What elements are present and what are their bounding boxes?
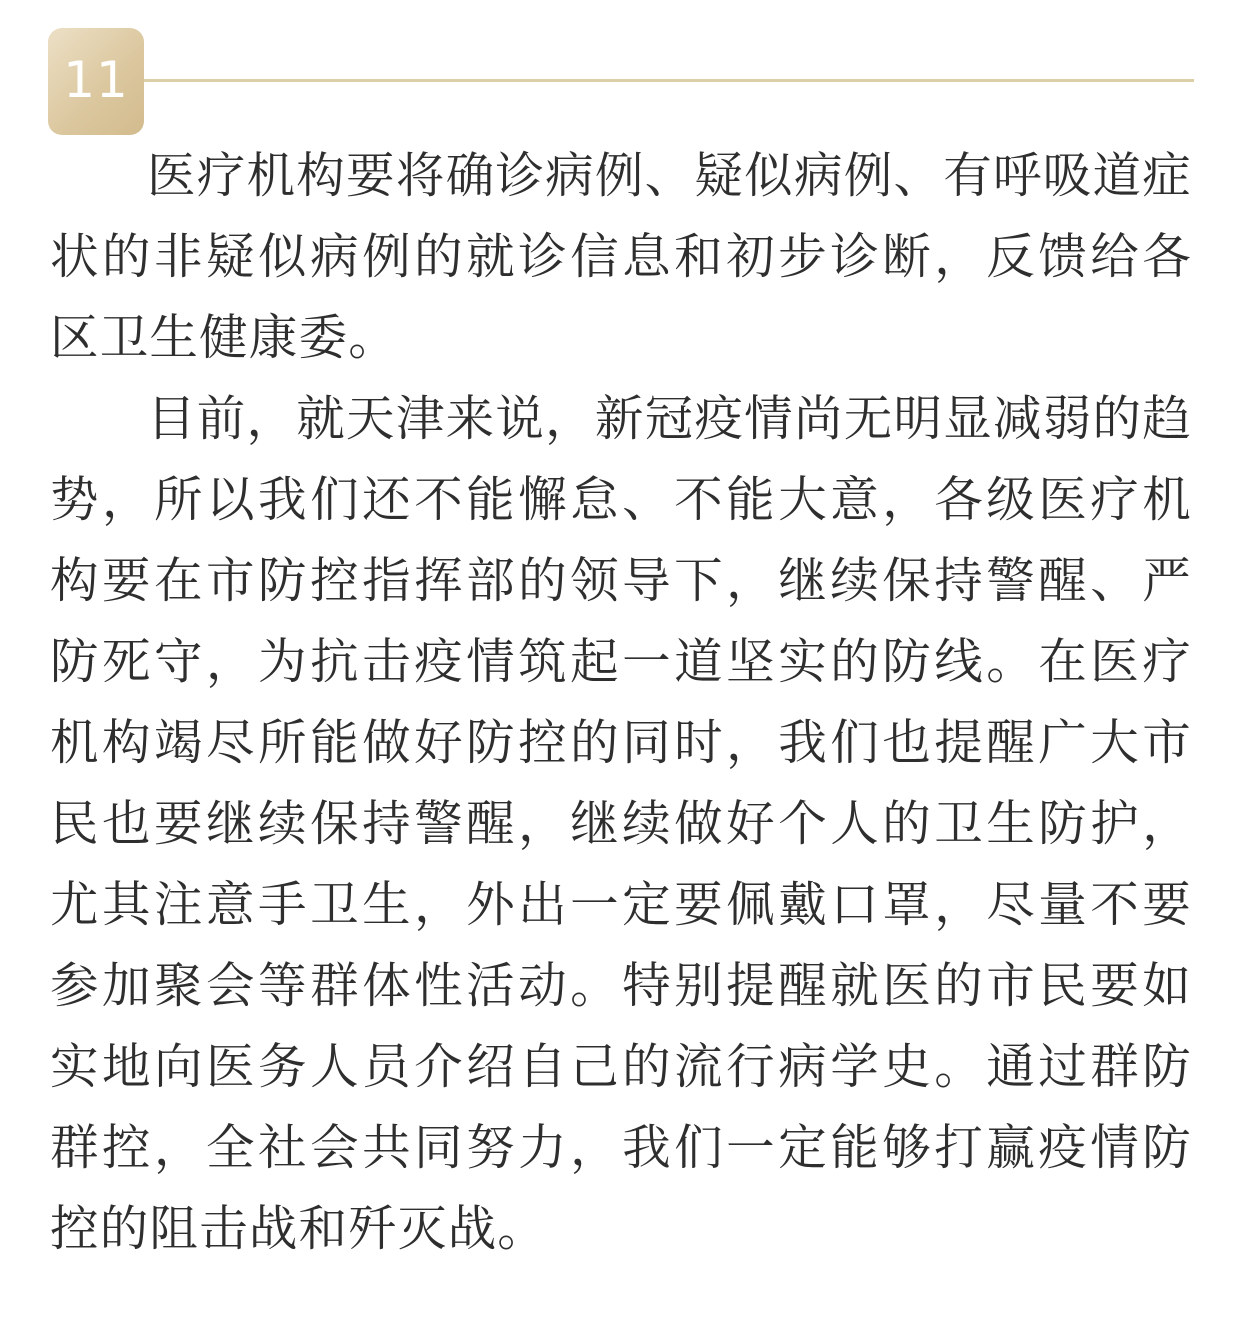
paragraph: 医疗机构要将确诊病例、疑似病例、有呼吸道症状的非疑似病例的就诊信息和初步诊断，反馈给各区卫生健康委。 xyxy=(50,148,1192,366)
article-body xyxy=(50,136,1192,1270)
section-header xyxy=(48,28,1194,136)
header-divider xyxy=(144,79,1194,82)
paragraph: 目前，就天津来说，新冠疫情尚无明显减弱的趋势，所以我们还不能懈怠、不能大意，各级医疗机构要在市防控指挥部的领导下，继续保持警醒、严防死守，为抗击疫情筑起一道坚实的防线。在医疗机构竭尽所能做好防控的同时，我们也提醒广大市民也要继续保持警醒，继续做好个人的卫生防护，尤其注意手卫生，外出一定要佩戴口罩，尽量不要参加聚会等群体性活动。特别提醒就医的市民要如实地向医务人员介绍自己的流行病学史。通过群防群控，全社会共同努力，我们一定能够打赢疫情防控的阻击战和歼灭战。 xyxy=(50,391,1192,1257)
section-number-badge: 11 xyxy=(48,28,144,135)
